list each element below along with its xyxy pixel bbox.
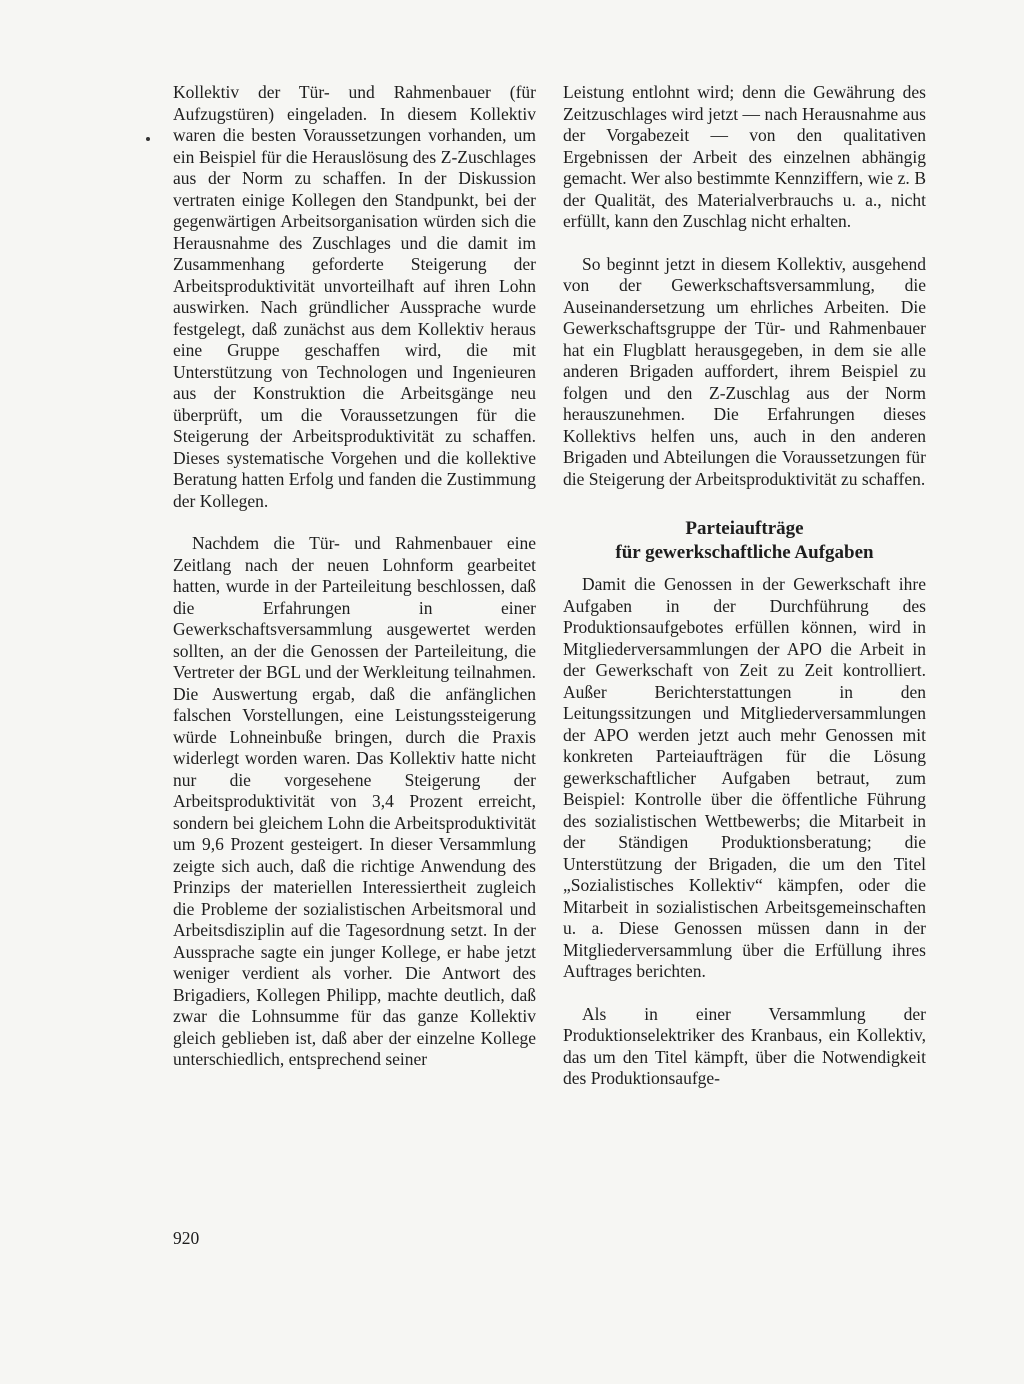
right-column	[563, 82, 926, 1090]
left-column	[173, 82, 536, 1071]
margin-mark	[146, 137, 150, 141]
page-number: 920	[173, 1228, 200, 1248]
section-heading	[563, 517, 926, 565]
paragraph: Als in einer Versammlung der Produktionselektriker des Kranbaus, ein Kollektiv, das um den Titel kämpft, über die Notwendigkeit des Produktionsaufge-	[563, 1003, 926, 1088]
paragraph: Kollektiv der Tür- und Rahmenbauer (für Aufzugstüren) eingeladen. In diesem Kollektiv waren die besten Voraussetzungen vorhanden, um ein Beispiel für die Herauslösung des Z-Zuschlages aus der Norm zu schaffen. In der Diskussion vertraten einige Kollegen den Standpunkt, bei der gegenwärtigen Arbeitsorganisation würden sich die Herausnahme des Zuschlages und die damit im Zusammenhang geforderte Steigerung der Arbeitsproduktivität unvorteilhaft auf ihren Lohn auswirken. Nach gründlicher Aussprache wurde festgelegt, daß zunächst aus dem Kollektiv heraus eine Gruppe geschaffen wird, die mit Unterstützung von Technologen und Ingenieuren aus der Konstruktion die Arbeitsgänge neu überprüft, um die Voraussetzungen für die Steigerung der Arbeitsproduktivität zu schaffen. Dieses systematische Vorgehen und die kollektive Beratung hatten Erfolg und fanden die Zustimmung der Kollegen.	[173, 82, 536, 511]
section-heading-line1: Parteiaufträge	[685, 518, 804, 539]
paragraph: Leistung entlohnt wird; denn die Gewährung des Zeitzuschlages wird jetzt — nach Herausnahme aus der Vorgabezeit — von den qualitativen Ergebnissen der Arbeit des einzelnen abhängig gemacht. Wer also bestimmte Kennziffern, wie z. B der Qualität, des Materialverbrauchs u. a., nicht erfüllt, kann den Zuschlag nicht erhalten.	[563, 82, 926, 231]
section-heading-line2: für gewerkschaftliche Aufgaben	[615, 542, 874, 563]
paragraph: So beginnt jetzt in diesem Kollektiv, ausgehend von der Gewerkschaftsversammlung, die Auseinandersetzung um ehrliches Arbeiten. Die Gewerkschaftsgruppe der Tür- und Rahmenbauer hat ein Flugblatt herausgegeben, in dem sie alle anderen Brigaden auffordert, ihrem Beispiel zu folgen und den Z-Zuschlag aus der Norm herauszunehmen. Die Erfahrungen dieses Kollektivs helfen uns, auch in den anderen Brigaden und Abteilungen die Voraussetzungen für die Steigerung der Arbeitsproduktivität zu schaffen.	[563, 253, 926, 489]
paragraph: Nachdem die Tür- und Rahmenbauer eine Zeitlang nach der neuen Lohnform gearbeitet hatten, wurde in der Parteileitung beschlossen, daß die Erfahrungen in einer Gewerkschaftsversammlung ausgewertet werden sollten, an der die Genossen der Parteileitung, die Vertreter der BGL und der Werkleitung teilnahmen. Die Auswertung ergab, daß die anfänglichen falschen Vorstellungen, eine Leistungssteigerung würde Lohneinbuße bringen, durch die Praxis widerlegt worden waren. Das Kollektiv hatte nicht nur die vorgesehene Steigerung der Arbeitsproduktivität von 3,4 Prozent erreicht, sondern bei gleichem Lohn die Arbeitsproduktivität um 9,6 Prozent gesteigert. In dieser Versammlung zeigte sich auch, daß die richtige Anwendung des Prinzips der materiellen Interessiertheit zugleich die Probleme der sozialistischen Arbeitsmoral und Arbeitsdisziplin auf die Tagesordnung setzt. In der Aussprache sagte ein junger Kollege, er habe jetzt weniger verdient als vorher. Die Antwort des Brigadiers, Kollegen Philipp, machte deutlich, daß zwar die Lohnsumme für das ganze Kollektiv gleich geblieben ist, daß aber der einzelne Kollege unterschiedlich, entsprechend seiner	[173, 533, 536, 1069]
paragraph: Damit die Genossen in der Gewerkschaft ihre Aufgaben in der Durchführung des Produktionsaufgebotes erfüllen können, wird in Mitgliederversammlungen der APO die Arbeit in der Gewerkschaft von Zeit zu Zeit kontrolliert. Außer Berichterstattungen in den Leitungssitzungen und Mitgliederversammlungen der APO werden jetzt auch mehr Genossen mit konkreten Parteiaufträgen für die Lösung gewerkschaftlicher Aufgaben betraut, zum Beispiel: Kontrolle über die öffentliche Führung des sozialistischen Wettbewerbs; die Mitarbeit in der Ständigen Produktionsberatung; die Unterstützung der Brigaden, die um den Titel „Sozialistisches Kollektiv“ kämpfen, oder die Mitarbeit in sozialistischen Arbeitsgemeinschaften u. a. Diese Genossen müssen dann in der Mitgliederversammlung über die Erfüllung ihres Auftrages berichten.	[563, 574, 926, 981]
